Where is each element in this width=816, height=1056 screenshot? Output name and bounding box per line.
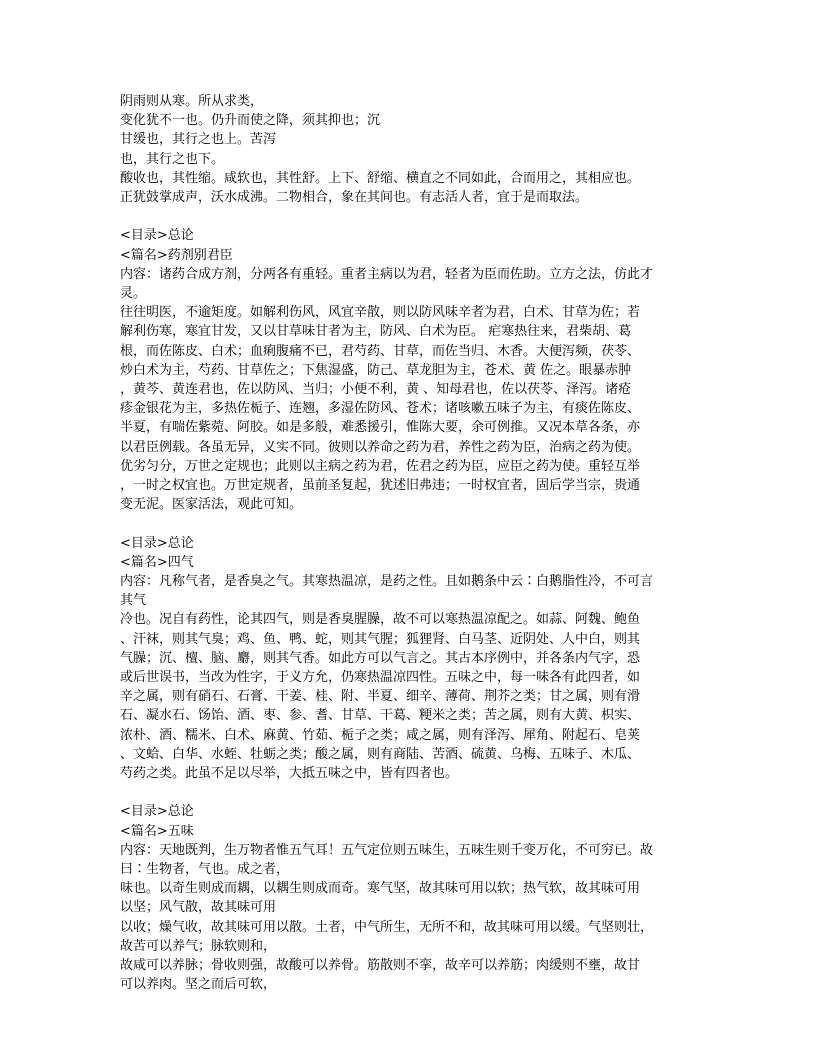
text-line: ，一时之权宜也。万世定规者，虽前圣复起，犹述旧弗违；一时权宜者，固后学当宗，贵通: [120, 478, 641, 494]
text-line: 内容：天地既判，生万物者惟五气耳！五气定位则五味生，五味生则千变万化，不可穷已。故: [120, 842, 654, 858]
catalog-label: <目录>总论: [120, 535, 194, 551]
section-title: <篇名>药剂别君臣: [120, 247, 233, 263]
text-line: 往往明医，不逾矩度。如解利伤风，风宜辛散，则以防风味辛者为君，白术、甘草为佐；若: [120, 305, 641, 321]
text-line: 以君臣例载。各虽无异，义实不同。彼则以养命之药为君，养性之药为臣，治病之药为使。: [120, 439, 641, 455]
section-si-qi: [120, 534, 696, 784]
text-line: 以坚；风气散，故其味可用: [120, 900, 277, 916]
text-line: ，黄芩、黄连君也，佐以防风、当归；小便不利，黄 、知母君也，佐以茯苓、泽泻。诸疮: [120, 382, 632, 398]
section-gap: [120, 514, 696, 533]
text-line: 浓朴、酒、糯米、白术、麻黄、竹茹、栀子之类；咸之属，则有泽泻、犀角、附起石、皂荚: [120, 727, 641, 743]
text-line: 变无泥。医家活法，观此可知。: [120, 497, 303, 513]
section-title: <篇名>五味: [120, 823, 194, 839]
text-line: 正犹鼓掌成声，沃水成沸。二物相合，象在其间也。有志活人者，宜于是而取法。: [120, 190, 589, 206]
text-line: 辛之属，则有硝石、石膏、干姜、桂、附、半夏、细辛、薄荷、荆芥之类；甘之属，则有滑: [120, 689, 641, 705]
text-line: 变化犹不一也。仍升而使之降，须其抑也；沉: [120, 113, 381, 129]
text-line: 其气: [120, 593, 147, 609]
text-line: 疹金银花为主，多热佐栀子、连翘，多湿佐防风、苍术；诸咳嗽五味子为主，有痰佐陈皮、: [120, 401, 641, 417]
text-line: 炒白术为主，芍药、甘草佐之；下焦湿盛，防己、草龙胆为主，苍术、黄 佐之。眼暴赤肿: [120, 362, 632, 378]
section-jun-chen: [120, 226, 696, 514]
document-page: [120, 92, 696, 995]
text-line: 灵。: [120, 286, 147, 302]
text-line: 以收；燥气收，故其味可用以散。土者，中气所生，无所不和，故其味可用以缓。气坚则壮，: [120, 919, 654, 935]
text-line: 冷也。况自有药性，论其四气，则是香臭腥臊，故不可以寒热温凉配之。如蒜、阿魏、鲍鱼: [120, 612, 641, 628]
text-line: 、文蛤、白华、水蛭、牡蛎之类；酸之属，则有商陆、苦酒、硫黄、乌梅、五味子、木瓜、: [120, 746, 641, 762]
section-title: <篇名>四气: [120, 554, 194, 570]
text-line: 味也。以奇生则成而耦，以耦生则成而奇。寒气坚，故其味可用以软；热气软，故其味可用: [120, 881, 641, 897]
intro-paragraph: [120, 92, 696, 207]
section-wu-wei: [120, 802, 696, 994]
section-gap: [120, 207, 696, 226]
text-line: 曰∶生物者，气也。成之者，: [120, 862, 290, 878]
text-line: 内容：凡称气者，是香臭之气。其寒热温凉，是药之性。且如鹅条中云∶白鹅脂性冷，不可言: [120, 574, 654, 590]
text-line: 、汗袜，则其气臭；鸡、鱼、鸭、蛇，则其气腥；狐狸肾、白马茎、近阴处、人中白，则其: [120, 631, 641, 647]
text-line: 酸收也，其性缩。咸软也，其性舒。上下、舒缩、横直之不同如此，合而用之，其相应也。: [120, 170, 641, 186]
text-line: 阴雨则从寒。所从求类，: [120, 94, 264, 109]
text-line: 可以养肉。坚之而后可软，: [120, 977, 277, 993]
text-line: 气臊；沉、檀、脑、麝，则其气香。如此方可以气言之。其古本序例中，并各条内气字，恐: [120, 650, 641, 666]
text-line: 优劣匀分，万世之定规也；此则以主病之药为君，佐君之药为臣，应臣之药为使。重轻互举: [120, 458, 641, 474]
text-line: 芍药之类。此虽不足以尽举，大抵五味之中，皆有四者也。: [120, 766, 459, 782]
catalog-label: <目录>总论: [120, 228, 194, 244]
text-line: 半夏，有喘佐紫菀、阿胶。如是多般，难悉援引，惟陈大要，余可例推。又况本草各条，亦: [120, 420, 641, 436]
text-line: 甘缓也，其行之也上。苦泻: [120, 132, 277, 148]
text-line: 解利伤寒，寒宜甘发，又以甘草味甘者为主，防风、白术为臣。 疟寒热往来，君柴胡、葛: [120, 324, 632, 340]
section-gap: [120, 783, 696, 802]
catalog-label: <目录>总论: [120, 804, 194, 820]
text-line: 内容：诸药合成方剂，分两各有重轻。重者主病以为君，轻者为臣而佐助。立方之法，仿此才: [120, 266, 654, 282]
text-line: 石、凝水石、饧饴、酒、枣、参、耆、甘草、干葛、粳米之类；苦之属，则有大黄、枳实、: [120, 708, 641, 724]
text-line: 或后世误书，当改为性字，于义方允，仍寒热温凉四性。五味之中，每一味各有此四者，如: [120, 670, 641, 686]
text-line: 故苦可以养气；脉软则和，: [120, 938, 277, 954]
text-line: 也，其行之也下。: [120, 151, 225, 167]
text-line: 故咸可以养脉；骨收则强，故酸可以养骨。筋散则不挛，故辛可以养筋；肉缓则不壅，故甘: [120, 958, 641, 974]
text-line: 根，而佐陈皮、白术；血痢腹痛不已，君芍药、甘草，而佐当归、木香。大便泻频，茯苓、: [120, 343, 641, 359]
